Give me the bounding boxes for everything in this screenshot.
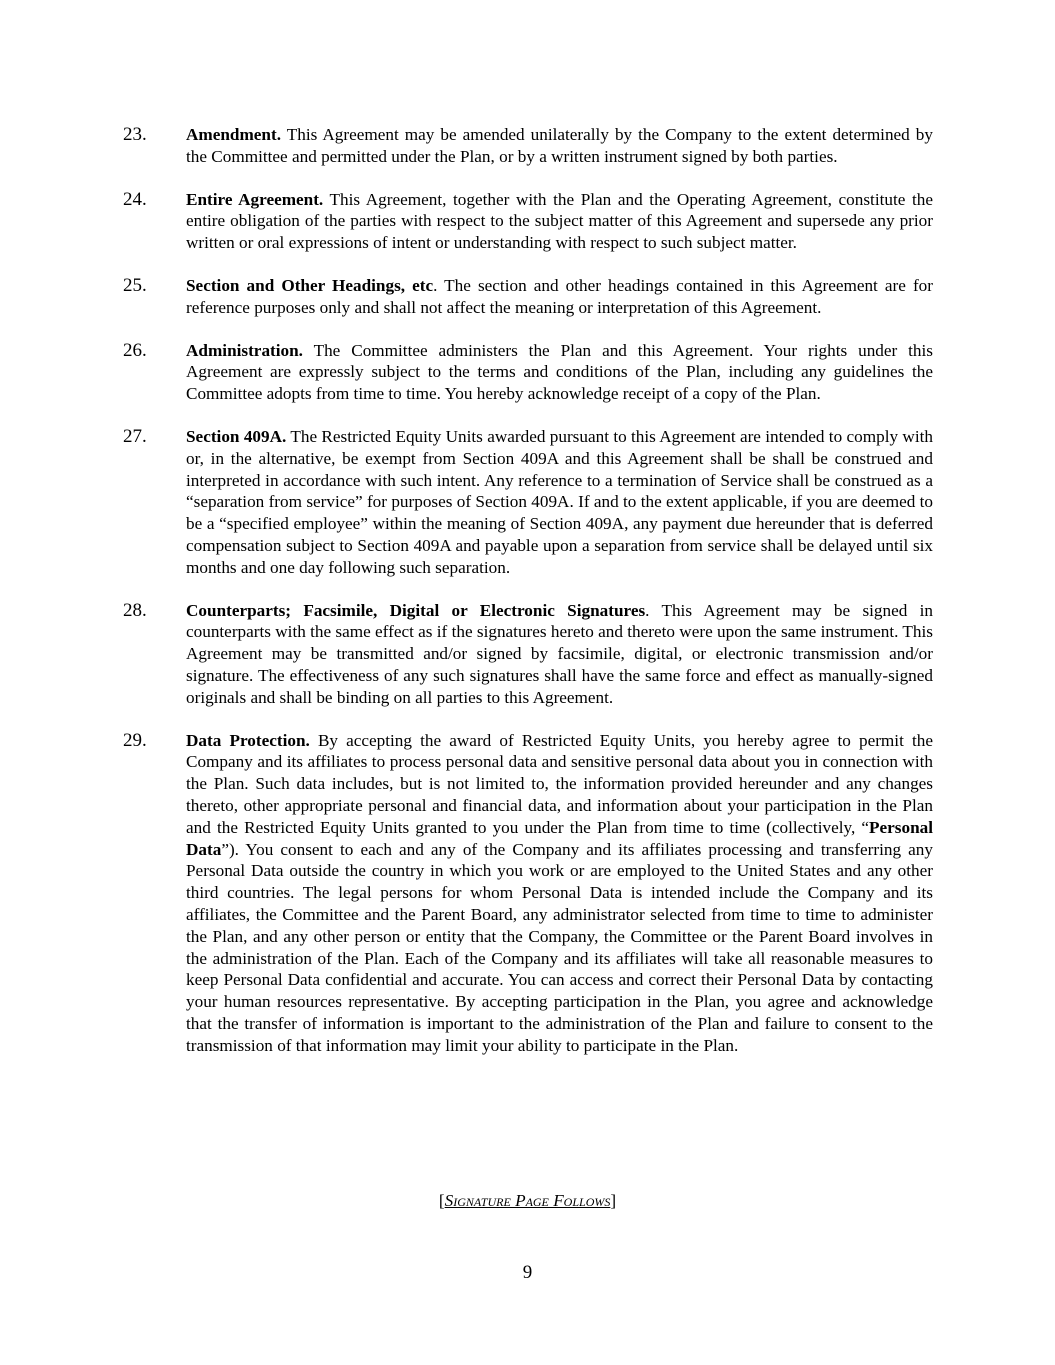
section-number: 27. [123, 425, 147, 447]
section-number: 25. [123, 274, 147, 296]
page-number: 9 [522, 1262, 533, 1283]
section-heading: Administration. [186, 340, 303, 360]
section-body-part-1: By accepting the award of Restricted Equity Units, you hereby agree to permit the Company and its affiliates to process personal data and sensitive personal data about you in connection with the Plan. Such data includes, but is not limited to, the information provided hereunder and any changes thereto, other appropriate personal and financial data, and information about your participation in the Plan and the Restricted Equity Units granted to you under the Plan from time to time (collectively, “ [186, 730, 933, 837]
section-heading: Amendment. [186, 125, 282, 144]
section-body: The Committee administers the Plan and this Agreement. Your rights under this Agreement are expressly subject to the terms and conditions of the Plan, including any guidelines the Committee adopts from time to time. You hereby acknowledge receipt of a copy of the Plan. [186, 340, 933, 404]
signature-page-note [0, 1190, 1055, 1212]
section-body: . The section and other headings contained in this Agreement are for reference purposes only and shall not affect the meaning or interpretation of this Agreement. [186, 275, 933, 317]
section-heading: Section 409A. [186, 426, 287, 446]
section-body: . This Agreement may be signed in counterparts with the same effect as if the signatures hereto and thereto were upon the same instrument. This Agreement may be transmitted and/or signed by facsimile, digital, or electronic transmission and/or signature. The effectiveness of any such signatures shall have the same force and effect as manually-signed originals and shall be binding on all parties to this Agreement. [186, 600, 933, 707]
section-number: 23. [123, 124, 147, 145]
section-heading: Counterparts; Facsimile, Digital or Electronic Signatures [186, 600, 646, 620]
section-heading: Entire Agreement. [186, 189, 324, 209]
section-24 [123, 189, 933, 254]
signature-page-follows-label: Signature Page Follows [444, 1191, 611, 1210]
section-25 [123, 275, 933, 319]
section-23 [123, 124, 933, 168]
section-heading: Data Protection. [186, 730, 310, 750]
section-body: This Agreement, together with the Plan and the Operating Agreement, constitute the entire obligation of the parties with respect to the subject matter of this Agreement and supersede any prior written or oral expressions of intent or understanding with respect to such subject matter. [186, 189, 933, 253]
close-bracket: ] [610, 1191, 617, 1210]
section-body-part-2: ”). You consent to each and any of the Company and its affiliates processing and transferring any Personal Data outside the country in which you work or are employed to the United States and any other third countries. The legal persons for whom Personal Data is intended include the Company and its affiliates, the Committee and the Parent Board, any administrator selected from time to time to administer the Plan, and any other person or entity that the Company, the Committee or the Parent Board involves in the administration of the Plan. Each of the Company and its affiliates will take all reasonable measures to keep Personal Data confidential and accurate. You can access and correct their Personal Data by contacting your human resources representative. By accepting participation in the Plan, you agree and acknowledge that the transfer of information is important to the administration of the Plan and failure to consent to the transmission of that information may limit your ability to participate in the Plan. [186, 839, 933, 1055]
section-27 [123, 426, 933, 579]
section-body: This Agreement may be amended unilaterally by the Company to the extent determined by the Committee and permitted under the Plan, or by a written instrument signed by both parties. [186, 125, 933, 166]
section-26 [123, 340, 933, 405]
section-heading: Section and Other Headings, etc [186, 275, 434, 295]
section-number: 28. [123, 599, 147, 621]
section-number: 29. [123, 729, 147, 751]
section-29 [123, 730, 933, 1057]
section-number: 24. [123, 188, 147, 210]
section-number: 26. [123, 339, 147, 361]
defined-term: Personal Data [186, 817, 933, 859]
section-28 [123, 600, 933, 709]
open-bracket: [ [438, 1191, 445, 1210]
section-body: The Restricted Equity Units awarded pursuant to this Agreement are intended to comply with or, in the alternative, be exempt from Section 409A and this Agreement shall be shall be construed and interpreted in accordance with such intent. Any reference to a termination of Service shall be construed as a “separation from service” for purposes of Section 409A. If and to the extent applicable, if you are deemed to be a “specified employee” within the meaning of Section 409A, any payment due hereunder that is deferred compensation subject to Section 409A and payable upon a separation from service shall be delayed until six months and one day following such separation. [186, 426, 933, 577]
agreement-sections [123, 124, 933, 1077]
